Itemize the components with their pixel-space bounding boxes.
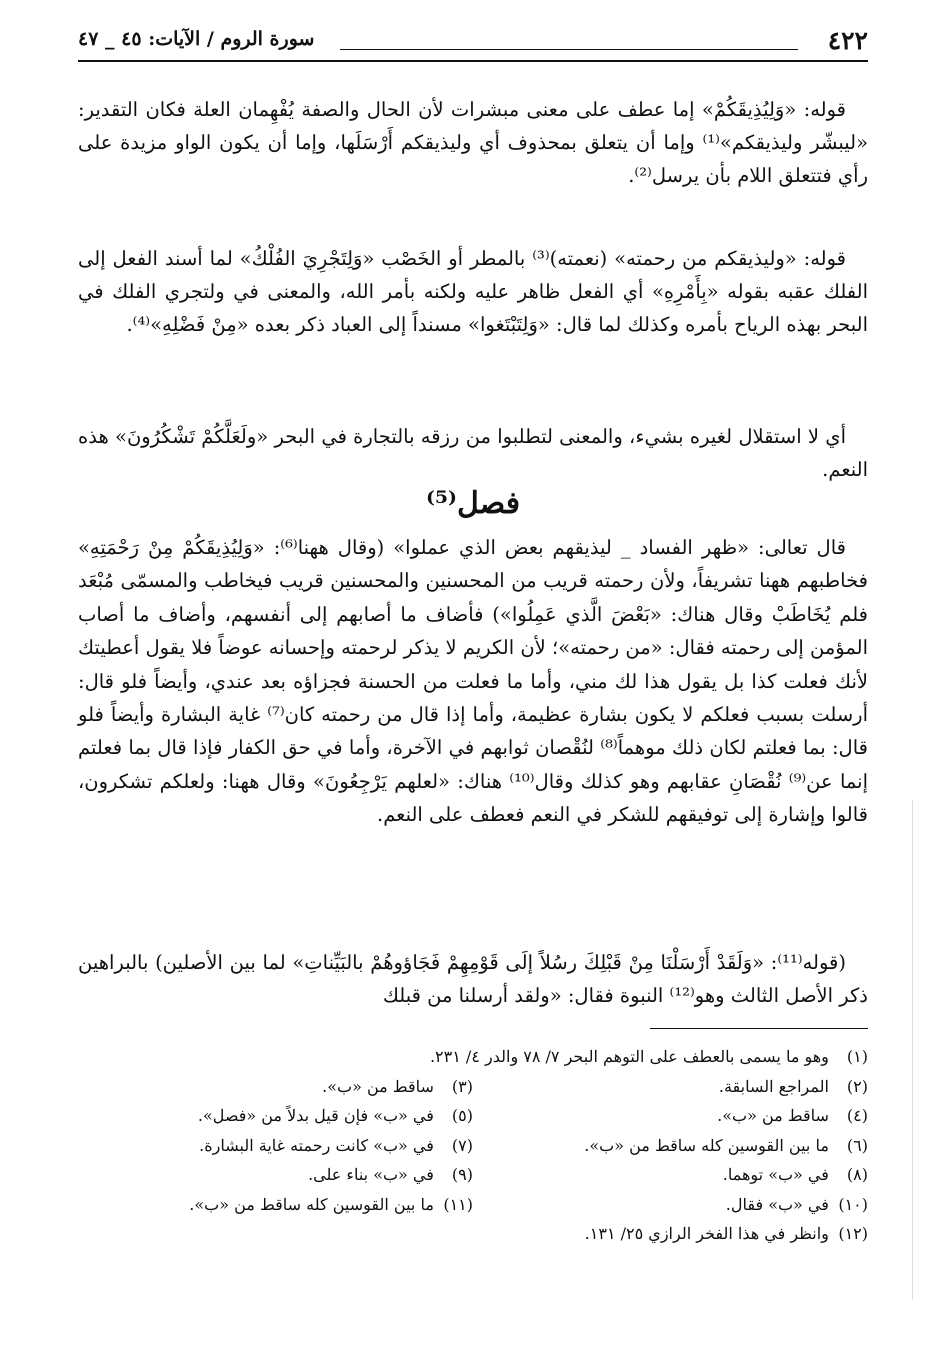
paragraph: (قوله⁽¹¹⁾: «وَلَقَدْ أَرْسَلْنَا مِنْ قَبْلِكَ رسُلاً إلَى قَوْمِهِمْ فَجَاؤوهُمْ بالبَيِّناتِ» لما بين الأصلين) بالبراهين ذكر الأصل الثالث وهو⁽¹²⁾ النبوة فقال: «ولقد أرسلنا من قبلك (78, 951, 868, 1008)
page-number: ٤٢٢ (827, 26, 868, 55)
paragraph: قال تعالى: «ظهر الفساد _ ليذيقهم بعض الذي عملوا» (وقال ههنا⁽⁶⁾: «وَلِيُذِيقَكُمْ مِنْ رَحْمَتِهِ» فخاطبهم ههنا تشريفاً، ولأن رحمته قريب من المحسنين والمحسنين قريب فيخاطب والمسمّى مُبْعَد فلم يُخَاطَبْ وقال هناك: «بَعْضَ الَّذي عَمِلُوا») فأضاف ما أصابهم إلى أنفسهم، وأضاف ما أصاب المؤمن إلى رحمته فقال: «من رحمته»؛ لأن الكريم لا يذكر لرحمته وإحسانه عوضاً فلا يقول أعطيتك لأنك فعلت كذا بل يقول هذا لك مني، وأما ما فعلت من الحسنة فجزاؤه بعد عندي، وأيضاً فلو قال: أرسلت بسبب فعلكم لا يكون بشارة عظيمة، وأما إذا قال من رحمته كان⁽⁷⁾ غاية البشارة وأيضاً فلو قال: بما فعلتم لكان ذلك موهماً⁽⁸⁾ لنُقْصان ثوابهم في الآخرة، وأما في حق الكفار فإذا قال بما فعلتم إنما عن⁽⁹⁾ نُقْصَانِ عقابهم وهو كذلك وقال⁽¹⁰⁾ هناك: «لعلهم يَرْجِعُونَ» وقال ههنا: ولعلكم تشكرون، قالوا وإشارة إلى توفيقهم للشكر في النعم فعطف على النعم. (78, 536, 869, 827)
paragraph: أي لا استقلال لغيره بشيء، والمعنى لتطلبوا من رزقه بالتجارة في البحر «ولَعَلَّكُمْ تَشْكُرُونَ» هذه النعم. (78, 425, 868, 482)
footnote-number: (٣) (451, 1076, 473, 1096)
footnote-number: (٥) (451, 1106, 473, 1125)
footnote (78, 1072, 473, 1102)
footnote-row (78, 1042, 868, 1072)
footnote-text: وانظر في هذا الفخر الرازي ٢٥/ ١٣١. (584, 1224, 829, 1243)
footnote-row (78, 1101, 868, 1131)
footnote-number: (١٢) (838, 1224, 868, 1243)
footnote-text: في «ب» توهما. (722, 1165, 829, 1184)
footnote-text: ساقط من «ب». (322, 1076, 434, 1096)
section-heading: فصل⁽⁵⁾ (425, 486, 521, 521)
footnote-number: (٨) (846, 1165, 868, 1184)
page-edge-line (912, 800, 914, 1300)
footnote (78, 1160, 473, 1190)
footnote (78, 1042, 868, 1072)
footnote-number: (٢) (846, 1076, 868, 1096)
footnote-text: وهو ما يسمى بالعطف على التوهم البحر ٧/ ٧٨ والدر ٤/ ٢٣١. (429, 1047, 829, 1066)
footnote-number: (٩) (451, 1165, 473, 1184)
paragraph: قوله: «وَلِيُذِيقَكُمْ» إما عطف على معنى مبشرات لأن الحال والصفة يُفْهِمان العلة فكان التقدير: «ليبشّر وليذيقكم»⁽¹⁾ وإما أن يتعلق بمحذوف أي وليذيقكم أَرْسَلَها، وإما أن يكون الواو مزيدة على رأي فتتعلق اللام بأن يرسل⁽²⁾. (78, 98, 868, 188)
footnote-number: (١) (846, 1047, 868, 1066)
footnote-number: (١٠) (838, 1194, 868, 1214)
footnote-row (78, 1131, 868, 1161)
book-page (78, 18, 868, 1338)
footnote-separator (650, 1028, 868, 1029)
header-rule (340, 49, 798, 50)
footnote-row (78, 1072, 868, 1102)
footnote (473, 1190, 868, 1220)
footnotes (78, 1042, 868, 1249)
footnote (473, 1101, 868, 1131)
footnote-text: في «ب» كانت رحمته غاية البشارة. (199, 1135, 434, 1155)
footnote (78, 1131, 473, 1161)
footnote-text: ما بين القوسين كله ساقط من «ب». (584, 1135, 829, 1155)
paragraph: قوله: «وليذيقكم من رحمته» (نعمته)⁽³⁾ بالمطر أو الخَصْب «وَلِتَجْرِيَ الفُلْكُ» لما أسند الفعل إلى الفلك عقبه بقوله «بِأَمْرِهِ» أي الفعل ظاهر عليه ولكنه بأمر الله، والمعنى في ولتجري الفلك في البحر بهذه الرياح بأمره وكذلك لما قال: «وَلِتَبْتَغوا» مسنداً إلى العباد ذكر بعده «مِنْ فَضْلِهِ»⁽⁴⁾. (78, 247, 868, 337)
footnote-number: (١١) (443, 1194, 473, 1214)
page-header (78, 18, 868, 62)
footnote-text: في «ب» فقال. (725, 1194, 829, 1214)
footnote-text: في «ب» فإن قيل بدلاً من «فصل». (197, 1106, 434, 1125)
footnote (473, 1160, 868, 1190)
footnote-row (78, 1190, 868, 1220)
footnote-number: (٧) (451, 1135, 473, 1155)
footnote-row (78, 1160, 868, 1190)
footnote-number: (٤) (846, 1106, 868, 1125)
running-title: سورة الروم / الآيات: ٤٥ _ ٤٧ (78, 28, 315, 50)
footnote (78, 1190, 473, 1220)
footnote-text: ساقط من «ب». (717, 1106, 829, 1125)
footnote-number: (٦) (846, 1135, 868, 1155)
footnote-text: ما بين القوسين كله ساقط من «ب». (189, 1194, 434, 1214)
footnote-row (78, 1219, 868, 1249)
footnote (473, 1072, 868, 1102)
footnote-text: المراجع السابقة. (718, 1076, 829, 1096)
footnote-text: في «ب» بناء على. (308, 1165, 434, 1184)
footnote (78, 1219, 868, 1249)
footnote (473, 1131, 868, 1161)
footnote (78, 1101, 473, 1131)
